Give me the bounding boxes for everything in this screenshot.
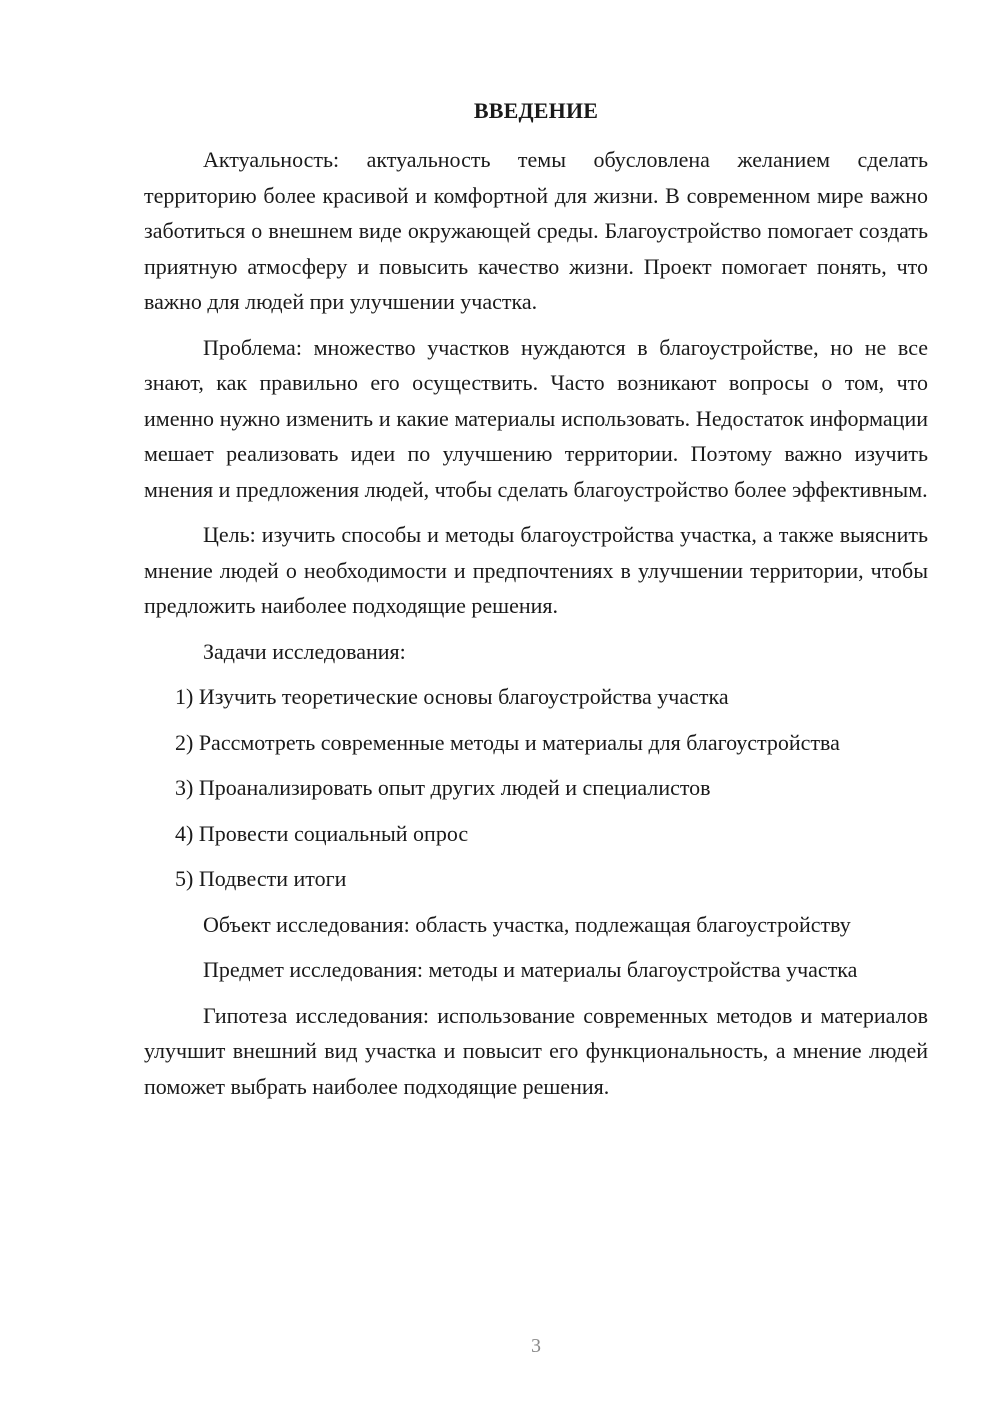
list-item: 2) Рассмотреть современные методы и материалы для благоустройства [175,729,840,755]
paragraph-object: Объект исследования: область участка, подлежащая благоустройству [203,911,851,937]
list-item: 3) Проанализировать опыт других людей и специалистов [175,775,711,800]
paragraph-relevance: Актуальность: актуальность темы обусловлена желанием сделать территорию более красивой и комфортной для жизни. В современном мире важно заботиться о внешнем виде окружающей среды. Благоустройство помогает создать приятную атмосферу и повысить качество жизни. Проект помогает понять, что важно для людей при улучшении участка. [144,147,928,314]
paragraph-problem: Проблема: множество участков нуждаются в благоустройстве, но не все знают, как правильно его осуществить. Часто возникают вопросы о том, что именно нужно изменить и какие материалы использовать. Недостаток информации мешает реализовать идеи по улучшению территории. Поэтому важно изучить мнения и предложения людей, чтобы сделать благоустройство более эффективным. [144,334,928,502]
paragraph-subject: Предмет исследования: методы и материалы благоустройства участка [203,957,858,982]
page-number: 3 [531,1335,541,1357]
page-title: ВВЕДЕНИЕ [473,98,599,123]
list-item: 4) Провести социальный опрос [175,820,469,846]
paragraph-hypothesis: Гипотеза исследования: использование современных методов и материалов улучшит внешний вид участка и повысит его функциональность, а мнение людей поможет выбрать наиболее подходящие решения. [144,1002,928,1099]
document-body [144,142,928,1114]
list-item: 5) Подвести итоги [175,866,347,891]
list-item: 1) Изучить теоретические основы благоустройства участка [175,684,729,709]
tasks-list [144,679,928,897]
tasks-heading: Задачи исследования: [203,638,406,664]
paragraph-goal: Цель: изучить способы и методы благоустройства участка, а также выяснить мнение людей о необходимости и предпочтениях в улучшении территории, чтобы предложить наиболее подходящие решения. [144,522,928,618]
